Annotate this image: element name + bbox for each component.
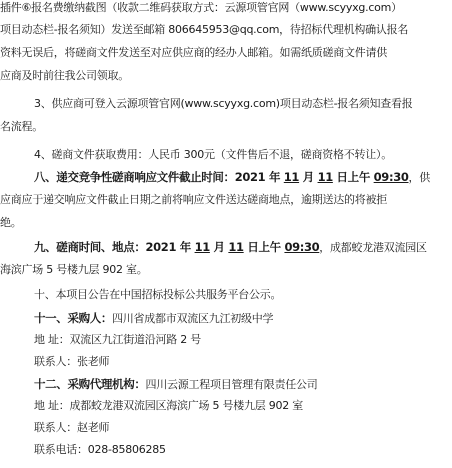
agency-phone: 联系电话：028-85806285: [34, 443, 166, 456]
para1-line4-text: 应商及时前往我公司领取。: [0, 69, 129, 82]
email-address: 806645953@qq.com: [168, 23, 280, 36]
section11-heading-line: [34, 311, 273, 326]
para1-line1: [0, 1, 402, 15]
purchaser-address: 地 址：双流区九江街道沿河路 2 号: [34, 333, 201, 346]
section8-date-day-unit: 日上午: [332, 170, 374, 184]
para3-line1-text: 4、磋商文件获取费用：人民币 300元（文件售后不退，磋商资格不转让）。: [34, 148, 392, 161]
section8-date-year: 2021 年: [234, 170, 284, 184]
para3-line1: [34, 148, 392, 162]
section8-date-month-unit: 月: [299, 170, 318, 184]
section8-line3: [0, 216, 22, 230]
section9-date-month-unit: 月: [209, 240, 229, 254]
section8-line1: [34, 170, 430, 185]
para1-line2-text-a: 项目动态栏-报名须知）发送至邮箱: [0, 23, 169, 36]
section9-date-day: 11: [228, 240, 244, 254]
para1-line3-text: 资料无误后，将磋商文件发送至对应供应商的经办人邮箱。如需纸质磋商文件请供: [0, 46, 387, 59]
agency-phone-line: [34, 443, 166, 457]
para1-line2-text-c: ，待招标代理机构确认报名: [279, 23, 409, 36]
section8-line2: [0, 193, 387, 207]
section9-date-day-unit: 日上午: [243, 240, 285, 254]
section8-line1-tail: ，供: [408, 171, 430, 184]
section9-heading: 九、磋商时间、地点：: [34, 240, 146, 254]
para1-line4: [0, 69, 129, 83]
section11-heading: 十一、采购人：: [34, 311, 113, 325]
para1-line1-text: 插件⑥报名费缴纳截图（收款二维码获取方式：云源项管官网（www.scyyxg.com）: [0, 1, 402, 14]
section9-line2-text: 海滨广场 5 号楼九层 902 室。: [0, 263, 148, 276]
section9-line1-tail: ，成都蛟龙港双流园区: [319, 241, 427, 254]
para1-line3: [0, 46, 387, 60]
section10-line: [34, 288, 281, 302]
agency-address: 地 址：成都蛟龙港双流园区海滨广场 5 号楼九层 902 室: [34, 399, 303, 412]
section8-date-day: 11: [317, 170, 333, 184]
section9-time: 09:30: [284, 240, 320, 254]
purchaser-address-line: [34, 333, 201, 347]
purchaser-name: 四川省成都市双流区九江初级中学: [112, 312, 274, 325]
agency-address-line: [34, 399, 303, 413]
agency-contact: 联系人：赵老师: [34, 421, 110, 434]
section12-heading-line: [34, 377, 318, 392]
para2-line2: [0, 120, 43, 134]
section9-date-year: 2021 年: [145, 240, 195, 254]
section8-line3-text: 绝。: [0, 216, 22, 229]
section8-line2-text: 应商应于递交响应文件截止日期之前将响应文件送达磋商地点，逾期送达的将被拒: [0, 193, 387, 206]
purchaser-contact-line: [34, 355, 109, 369]
para2-line1: [34, 97, 413, 111]
section12-heading: 十二、采购代理机构：: [34, 377, 146, 391]
section8-time: 09:30: [373, 170, 409, 184]
section10-text: 十、本项目公告在中国招标投标公共服务平台公示。: [34, 288, 282, 301]
section9-line2: [0, 263, 147, 277]
section9-line1: [34, 240, 427, 255]
para2-line2-text: 名流程。: [0, 120, 43, 133]
agency-contact-line: [34, 421, 109, 435]
purchaser-contact: 联系人：张老师: [34, 355, 110, 368]
para2-line1-text: 3、供应商可登入云源项管官网(www.scyyxg.com)项目动态栏-报名须知查看报: [34, 97, 413, 110]
section8-heading: 八、递交竞争性磋商响应文件截止时间：: [34, 170, 235, 184]
para1-line2: [0, 23, 408, 37]
section9-date-month: 11: [194, 240, 210, 254]
section8-date-month: 11: [283, 170, 300, 184]
agency-name: 四川云源工程项目管理有限责任公司: [145, 378, 318, 391]
